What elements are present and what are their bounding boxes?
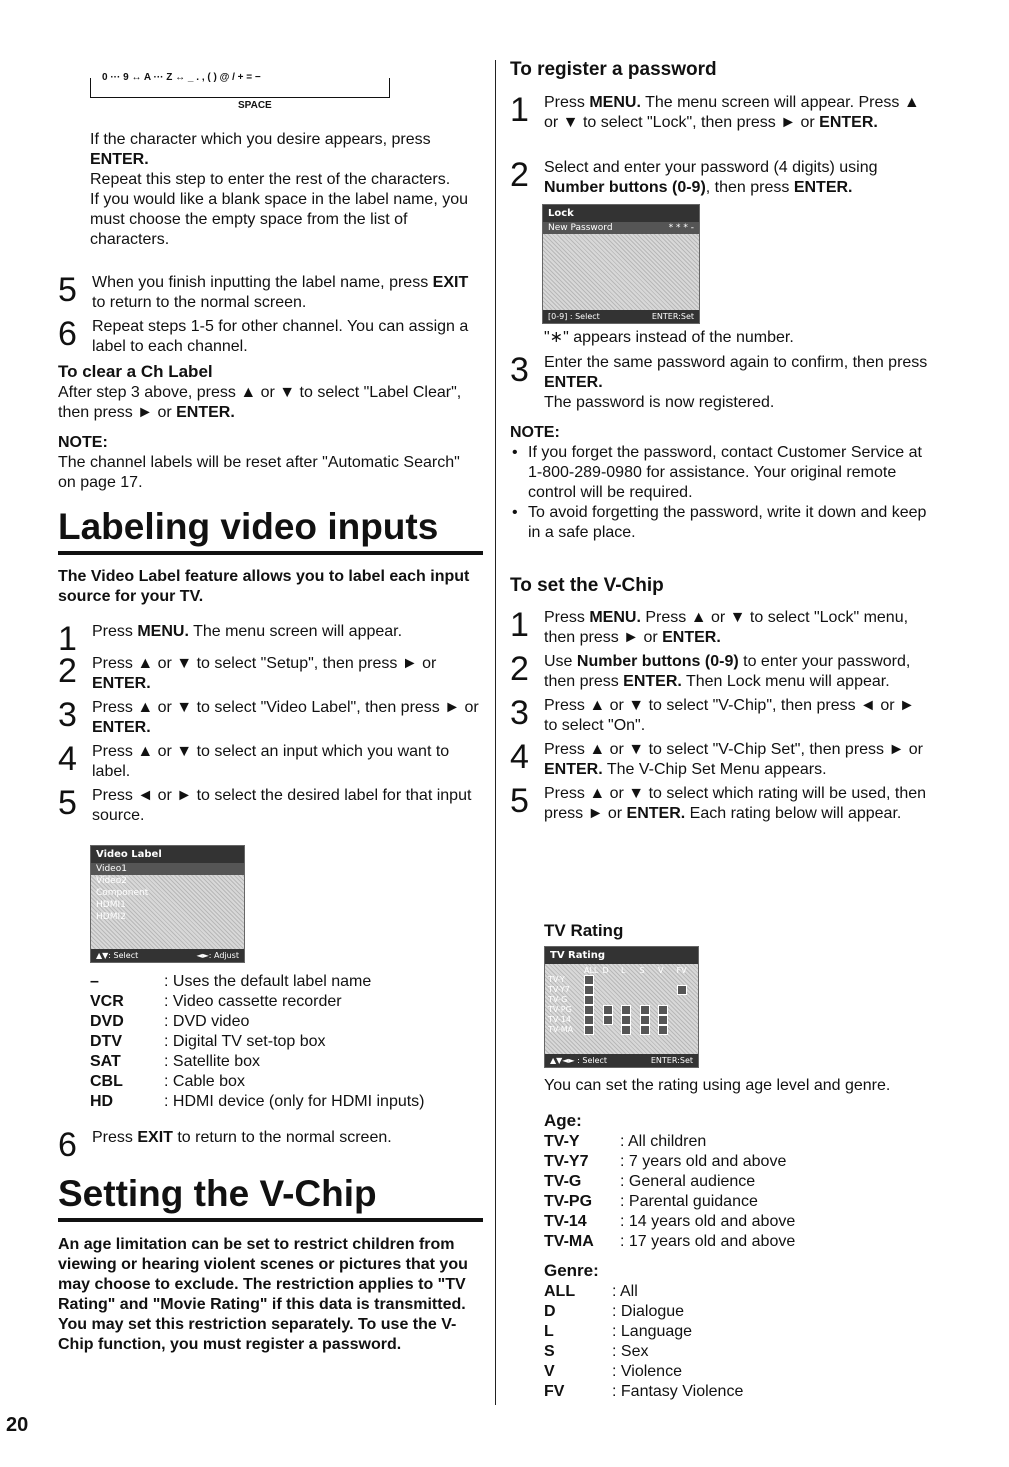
def-key: D [544, 1303, 556, 1320]
video-label-screen [90, 845, 245, 963]
step-text: The menu screen will appear. Press ▲ or ▼ to select "Lock", then press ► or [544, 94, 920, 131]
page-number: 20 [6, 1414, 29, 1436]
video-lead: The Video Label feature allows you to label each input source for your TV. [58, 568, 470, 605]
video-step [58, 620, 483, 658]
label-definitions [90, 972, 480, 1112]
step-text: Press ▲ or ▼ to select "V-Chip Set", then press ► or [544, 741, 924, 758]
step-text: The V-Chip Set Menu appears. [602, 761, 827, 778]
screen-row: Video1 [91, 863, 244, 875]
screen-title: Video Label [91, 846, 244, 863]
def-value: : Fantasy Violence [612, 1383, 744, 1400]
reg-step-1 [510, 93, 930, 133]
step-text: to enter your password, then press [544, 653, 911, 690]
step-number: 3 [510, 694, 529, 732]
step-bold: EXIT [137, 1129, 173, 1146]
def-key: TV-Y [544, 1133, 580, 1150]
step-bold: MENU. [589, 609, 641, 626]
intro-p1: If the character which you desire appears, press [90, 131, 431, 148]
screen-footer [545, 1054, 698, 1067]
rating-row-label: TV-MA [548, 1025, 574, 1034]
screen-row: HDMI2 [96, 912, 126, 922]
def-value: : General audience [620, 1173, 756, 1190]
clear-enter: ENTER. [176, 404, 235, 421]
lock-icon [658, 1015, 668, 1025]
def-value: : Violence [612, 1363, 682, 1380]
age-label: Age: [544, 1111, 582, 1130]
step-number: 4 [58, 740, 77, 778]
lock-icon [640, 1005, 650, 1015]
step-bold: MENU. [137, 623, 189, 640]
lock-icon [677, 985, 687, 995]
step-number: 3 [58, 696, 77, 734]
footer-left: [0-9] : Select [548, 312, 600, 321]
lock-icon [621, 1025, 631, 1035]
lock-icon [658, 1005, 668, 1015]
step-text: Each rating below will appear. [685, 805, 902, 822]
lock-icon [584, 1005, 594, 1015]
def-value: : All children [620, 1133, 707, 1150]
step-5 [58, 273, 478, 313]
def-value: : All [612, 1283, 638, 1300]
step-bold: ENTER. [92, 675, 151, 692]
lock-icon [584, 1025, 594, 1035]
step-text: Repeat steps 1-5 for other channel. You can assign a label to each channel. [92, 318, 469, 355]
lock-screen [542, 204, 700, 324]
rating-row-label: TV-Y [548, 975, 565, 984]
def-key: DTV [90, 1033, 122, 1050]
labeling-video-inputs-heading: Labeling video inputs [58, 505, 483, 555]
rating-col-header: FV [676, 966, 687, 975]
video-step-6 [58, 1126, 483, 1164]
step-bold: ENTER. [793, 179, 853, 196]
rating-col-header: D [602, 966, 609, 975]
def-value: : HDMI device (only for HDMI inputs) [164, 1093, 425, 1110]
step-text: Press ◄ or ► to select the desired label for that input source. [92, 787, 472, 824]
video-steps [58, 622, 483, 826]
video-step [58, 786, 483, 826]
step-bold: Number buttons (0-9) [544, 179, 706, 196]
step-text: , then press [705, 179, 794, 196]
note-label: NOTE: [510, 424, 560, 441]
set-vchip-heading: To set the V-Chip [510, 575, 664, 596]
screen-row: Component [96, 888, 149, 898]
step-bold: MENU. [589, 94, 641, 111]
lock-icon [621, 1015, 631, 1025]
genre-section [544, 1260, 924, 1402]
rating-row-label: TV-PG [548, 1005, 572, 1014]
lock-icon [640, 1015, 650, 1025]
rating-grid [545, 964, 698, 1037]
step-bold: EXIT [432, 274, 469, 291]
rating-caption: You can set the rating using age level and genre. [544, 1077, 891, 1094]
vchip-lead: An age limitation can be set to restrict children from viewing or hearing violent scenes or pictures that you may choose to exclude. The restriction applies to "TV Rating" and "Movie Rating" if this data is transmitted. You may set this restriction separately. To use the V-Chip function, you must register a password. [58, 1236, 468, 1353]
set-step [510, 740, 930, 780]
step-6 [58, 317, 478, 357]
lock-icon [640, 1025, 650, 1035]
lock-icon [603, 1005, 613, 1015]
lock-icon [658, 1025, 668, 1035]
rating-col-header: V [658, 966, 664, 975]
def-value: : Cable box [164, 1073, 245, 1090]
set-step [510, 608, 930, 648]
def-key: SAT [90, 1053, 121, 1070]
intro-p3: If you would like a blank space in the label name, you must choose the empty space from the list of characters. [90, 191, 469, 248]
footer-right: ENTER:Set [650, 1056, 693, 1065]
step-text: Press [92, 1129, 138, 1146]
note-label: NOTE: [58, 434, 108, 451]
def-key: DVD [90, 1013, 124, 1030]
intro-text [90, 130, 490, 250]
def-value: : 14 years old and above [620, 1213, 796, 1230]
rating-row-label: TV-Y7 [548, 985, 570, 994]
video-step [58, 742, 483, 782]
footer-right: ENTER:Set [651, 312, 694, 321]
step-text: Press ▲ or ▼ to select "Video Label", then press ► or [92, 699, 479, 716]
screen-footer [543, 310, 699, 323]
register-password-heading: To register a password [510, 59, 717, 80]
rating-col-header: L [621, 966, 626, 975]
step-number: 2 [510, 650, 529, 688]
step-bold: ENTER. [544, 761, 603, 778]
step-bold: ENTER. [544, 374, 603, 391]
clear-heading: To clear a Ch Label [58, 362, 213, 381]
def-value: : 17 years old and above [620, 1233, 796, 1250]
char-sequence-top: 0 ··· 9 ↔ A ··· Z ↔ _ . , ( ) @ / + = − [102, 72, 261, 83]
def-value: : DVD video [164, 1013, 250, 1030]
step-text: Press ▲ or ▼ to select which rating will be used, then press ► or [544, 785, 927, 822]
step-bold: ENTER. [819, 114, 878, 131]
def-value: : Sex [612, 1343, 649, 1360]
tv-rating-heading: TV Rating [544, 921, 624, 940]
screen-row-label: New Password [548, 223, 613, 233]
set-step [510, 784, 930, 824]
step-text: Press ▲ or ▼ to select "Lock" menu, then press ► or [544, 609, 909, 646]
def-key: TV-PG [544, 1193, 593, 1210]
step-bold: ENTER. [662, 629, 721, 646]
step-number: 5 [58, 784, 77, 822]
step-text: Press [544, 609, 590, 626]
def-key: TV-MA [544, 1233, 594, 1250]
step-text: Press [92, 623, 138, 640]
screen-title: Lock [543, 205, 699, 222]
step-text: Press ▲ or ▼ to select "Setup", then press ► or [92, 655, 437, 672]
screen-title: TV Rating [545, 947, 698, 964]
def-key: VCR [90, 993, 124, 1010]
char-sequence-space: SPACE [235, 100, 275, 111]
rating-row-label: TV-14 [548, 1015, 571, 1024]
screen-row-value: * * * - [668, 223, 694, 233]
step-text: Use [544, 653, 577, 670]
step-bold: Number buttons (0-9) [576, 653, 739, 670]
def-value: : Satellite box [164, 1053, 261, 1070]
note-bullet: • If you forget the password, contact Customer Service at 1-800-289-0980 for assistance. Your original remote control will be required. [510, 443, 935, 503]
tv-rating-screen [544, 946, 699, 1068]
asterisk-note: "∗" appears instead of the number. [544, 329, 794, 346]
def-value: : Parental guidance [620, 1193, 758, 1210]
step-number: 4 [510, 738, 529, 776]
def-key: S [544, 1343, 555, 1360]
rating-col-header: ALL [584, 966, 599, 975]
step-number: 1 [58, 620, 77, 658]
age-section [544, 1110, 924, 1252]
step-text: to return to the normal screen. [172, 1129, 392, 1146]
reg-step-2 [510, 158, 930, 198]
step-bold: ENTER. [92, 719, 151, 736]
screen-row [543, 222, 699, 234]
def-value: : 7 years old and above [620, 1153, 787, 1170]
step-number: 2 [510, 156, 529, 194]
def-key: TV-Y7 [544, 1153, 589, 1170]
def-value: : Digital TV set-top box [164, 1033, 326, 1050]
def-key: ALL [544, 1283, 576, 1300]
step-text: Select and enter your password (4 digits) using [544, 159, 878, 176]
genre-definitions [544, 1282, 924, 1402]
def-key: TV-G [544, 1173, 582, 1190]
def-key: TV-14 [544, 1213, 587, 1230]
lock-icon [584, 975, 594, 985]
lock-icon [621, 1005, 631, 1015]
footer-right: ◄►: Adjust [196, 951, 239, 960]
step-text: Press ▲ or ▼ to select "V-Chip", then press ◄ or ► to select "On". [544, 697, 915, 734]
rating-col-header: S [639, 966, 645, 975]
def-value: : Language [612, 1323, 693, 1340]
step-number: 3 [510, 351, 529, 389]
lock-icon [603, 1015, 613, 1025]
step-number: 5 [58, 271, 77, 309]
def-value: : Uses the default label name [164, 973, 372, 990]
step-bold: ENTER. [623, 673, 682, 690]
column-divider [495, 60, 496, 1405]
def-key: HD [90, 1093, 114, 1110]
set-steps [510, 608, 930, 824]
step-text: Enter the same password again to confirm, then press [544, 354, 928, 371]
def-value: : Dialogue [612, 1303, 685, 1320]
step-number: 1 [510, 606, 529, 644]
def-key: FV [544, 1383, 565, 1400]
lock-icon [584, 995, 594, 1005]
set-step [510, 696, 930, 736]
step-bold: ENTER. [626, 805, 686, 822]
lock-icon [584, 1015, 594, 1025]
clear-section [58, 361, 478, 493]
def-key: L [544, 1323, 554, 1340]
screen-row: Video2 [96, 876, 127, 886]
footer-left: ▲▼: Select [96, 951, 139, 960]
age-definitions [544, 1132, 924, 1252]
genre-label: Genre: [544, 1261, 599, 1280]
set-step [510, 652, 930, 692]
step-text: When you finish inputting the label name, press [92, 274, 429, 291]
char-sequence-loop [90, 78, 390, 98]
video-step [58, 654, 483, 694]
step-number: 1 [510, 91, 529, 129]
step-text: Press ▲ or ▼ to select an input which you want to label. [92, 743, 450, 780]
screen-footer [91, 949, 244, 962]
step-text: Press [544, 94, 590, 111]
def-value: : Video cassette recorder [164, 993, 342, 1010]
step-number: 6 [58, 315, 77, 353]
def-key: V [544, 1363, 555, 1380]
intro-p2: Repeat this step to enter the rest of the characters. [90, 171, 451, 188]
note-text: The channel labels will be reset after "Automatic Search" on page 17. [58, 454, 460, 491]
reg-step-3 [510, 353, 930, 413]
def-key: – [90, 973, 99, 990]
note-bullet: • To avoid forgetting the password, write it down and keep in a safe place. [510, 503, 935, 543]
setting-vchip-heading: Setting the V-Chip [58, 1172, 483, 1222]
clear-text: After step 3 above, press ▲ or ▼ to select "Label Clear", then press ► or [58, 384, 462, 421]
rating-row-label: TV-G [548, 995, 568, 1004]
step-text: to return to the normal screen. [92, 294, 307, 311]
step-number: 2 [58, 652, 77, 690]
step-text: The password is now registered. [544, 394, 775, 411]
step-text: The menu screen will appear. [188, 623, 403, 640]
def-key: CBL [90, 1073, 123, 1090]
char-sequence-diagram [90, 70, 400, 116]
screen-row: HDMI1 [96, 900, 126, 910]
step-number: 6 [58, 1126, 77, 1164]
right-note [510, 423, 935, 543]
step-number: 5 [510, 782, 529, 820]
video-step [58, 698, 483, 738]
footer-left: ▲▼◄► : Select [550, 1056, 608, 1065]
intro-p1-enter: ENTER. [90, 151, 149, 168]
lock-icon [584, 985, 594, 995]
step-text: Then Lock menu will appear. [681, 673, 890, 690]
